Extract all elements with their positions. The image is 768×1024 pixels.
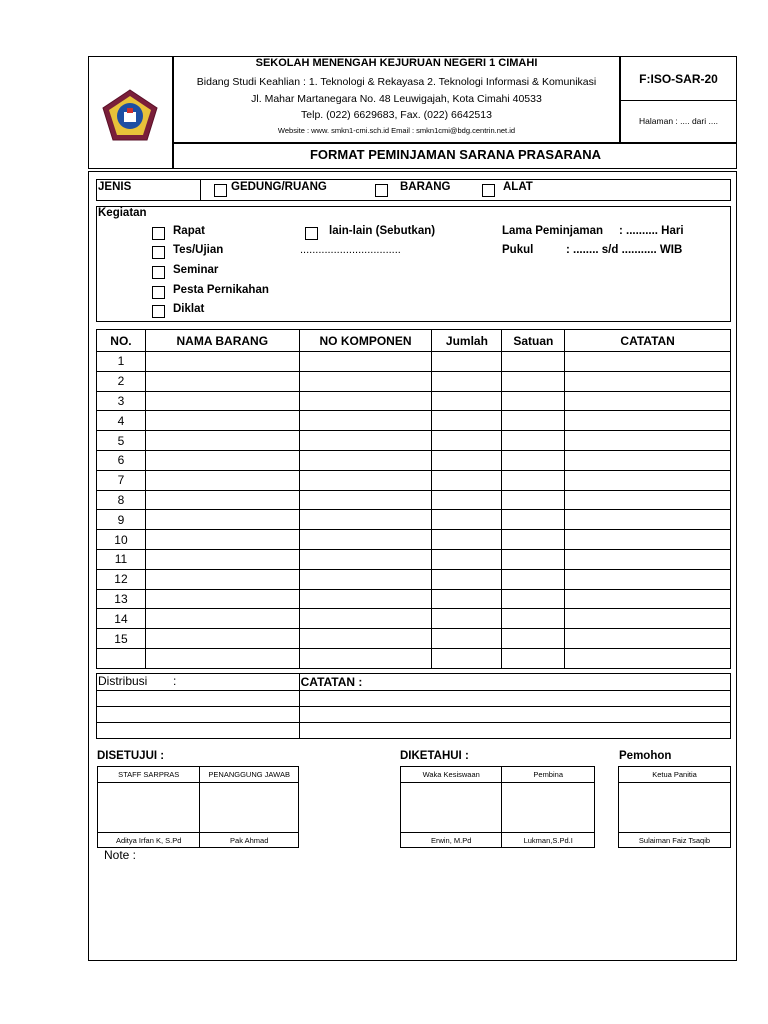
table-cell[interactable] (299, 490, 432, 510)
signer-name: Sulaiman Faiz Tsaqib (619, 833, 731, 848)
pukul-label: Pukul (502, 244, 534, 256)
table-cell[interactable] (565, 569, 731, 589)
col-no: NO. (97, 330, 146, 352)
jenis-divider (200, 179, 201, 201)
table-cell[interactable] (299, 450, 432, 470)
table-cell[interactable] (565, 450, 731, 470)
jenis-option-barang: BARANG (400, 181, 451, 193)
table-cell[interactable] (299, 530, 432, 550)
signature-box[interactable] (98, 783, 200, 833)
form-code: F:ISO-SAR-20 (639, 72, 718, 86)
page-number: Halaman : .... dari .... (639, 116, 718, 126)
col-no-komponen: NO KOMPONEN (299, 330, 432, 352)
school-web: Website : www. smkn1-cmi.sch.id Email : smkn1cmi@bdg.centrin.net.id (277, 126, 516, 135)
signer-name: Pak Ahmad (200, 833, 299, 848)
distribusi-catatan-cell (299, 674, 730, 691)
col-catatan: CATATAN (565, 330, 731, 352)
distribusi-label: Distribusi (98, 674, 148, 688)
school-name: SEKOLAH MENENGAH KEJURUAN NEGERI 1 CIMAHI (255, 57, 538, 69)
table-cell[interactable] (145, 549, 299, 569)
disetujui-label: DISETUJUI : (97, 750, 165, 762)
table-row (97, 629, 731, 649)
table-cell[interactable] (502, 609, 565, 629)
table-row (97, 490, 731, 510)
table-cell[interactable] (145, 609, 299, 629)
row-number: 10 (97, 530, 146, 550)
table-cell[interactable] (299, 549, 432, 569)
table-cell[interactable] (145, 629, 299, 649)
table-cell[interactable] (145, 569, 299, 589)
row-number: 6 (97, 450, 146, 470)
signature-disetujui (97, 766, 299, 848)
row-number: 13 (97, 589, 146, 609)
table-cell[interactable] (299, 510, 432, 530)
signature-box[interactable] (401, 783, 502, 833)
table-cell[interactable] (432, 352, 502, 372)
form-title: FORMAT PEMINJAMAN SARANA PRASARANA (309, 147, 602, 162)
row-number: 9 (97, 510, 146, 530)
row-number (97, 648, 146, 668)
kegiatan-option-tes: Tes/Ujian (173, 244, 224, 256)
table-cell[interactable] (502, 431, 565, 451)
catatan-line[interactable] (299, 723, 730, 739)
table-cell[interactable] (565, 352, 731, 372)
jenis-label: JENIS (98, 181, 132, 193)
role-ketua-panitia: Ketua Panitia (619, 767, 731, 783)
table-cell[interactable] (502, 490, 565, 510)
table-cell[interactable] (299, 648, 432, 668)
table-cell[interactable] (502, 371, 565, 391)
kegiatan-checkbox-lainlain[interactable] (305, 227, 318, 240)
table-cell[interactable] (299, 391, 432, 411)
school-logo (100, 88, 160, 144)
distribusi-table (96, 673, 731, 739)
role-staff-sarpras: STAFF SARPRAS (98, 767, 200, 783)
table-cell[interactable] (432, 490, 502, 510)
table-row (97, 352, 731, 372)
col-nama-barang: NAMA BARANG (145, 330, 299, 352)
table-cell[interactable] (565, 431, 731, 451)
row-number: 11 (97, 549, 146, 569)
table-cell[interactable] (432, 648, 502, 668)
table-cell[interactable] (565, 609, 731, 629)
distribusi-cell (97, 674, 300, 691)
jenis-checkbox-alat[interactable] (482, 184, 495, 197)
kegiatan-label: Kegiatan (98, 207, 147, 219)
table-cell[interactable] (565, 490, 731, 510)
table-row (97, 510, 731, 530)
table-cell[interactable] (145, 371, 299, 391)
table-cell[interactable] (565, 530, 731, 550)
table-cell[interactable] (565, 589, 731, 609)
header-code-divider (619, 100, 737, 101)
row-number: 2 (97, 371, 146, 391)
pukul-value: : ........ s/d ........... WIB (566, 244, 683, 256)
table-cell[interactable] (502, 530, 565, 550)
kegiatan-checkbox-tes[interactable] (152, 246, 165, 259)
table-cell[interactable] (502, 648, 565, 668)
kegiatan-option-pesta: Pesta Pernikahan (173, 284, 269, 296)
kegiatan-checkbox-seminar[interactable] (152, 266, 165, 279)
table-cell[interactable] (145, 391, 299, 411)
table-cell[interactable] (502, 589, 565, 609)
signature-box[interactable] (502, 783, 595, 833)
table-cell[interactable] (502, 411, 565, 431)
table-cell[interactable] (502, 549, 565, 569)
row-number: 5 (97, 431, 146, 451)
table-cell[interactable] (432, 450, 502, 470)
role-penanggung-jawab: PENANGGUNG JAWAB (200, 767, 299, 783)
table-row (97, 470, 731, 490)
kegiatan-checkbox-diklat[interactable] (152, 305, 165, 318)
table-row (97, 549, 731, 569)
table-cell[interactable] (145, 510, 299, 530)
table-cell[interactable] (299, 411, 432, 431)
table-row (97, 569, 731, 589)
table-cell[interactable] (299, 371, 432, 391)
distribusi-catatan-label: CATATAN : (300, 675, 363, 689)
table-cell[interactable] (432, 371, 502, 391)
table-row (97, 391, 731, 411)
row-number: 12 (97, 569, 146, 589)
table-cell[interactable] (299, 470, 432, 490)
table-cell[interactable] (299, 589, 432, 609)
note-label: Note : (104, 848, 137, 862)
table-cell[interactable] (432, 391, 502, 411)
table-cell[interactable] (145, 431, 299, 451)
table-cell[interactable] (299, 609, 432, 629)
role-pembina: Pembina (502, 767, 595, 783)
row-number: 14 (97, 609, 146, 629)
table-cell[interactable] (145, 450, 299, 470)
signature-box[interactable] (200, 783, 299, 833)
kegiatan-option-lainlain: lain-lain (Sebutkan) (329, 225, 436, 237)
table-cell[interactable] (145, 470, 299, 490)
table-row (97, 530, 731, 550)
row-number: 1 (97, 352, 146, 372)
header-divider-horizontal (172, 142, 737, 144)
school-phone: Telp. (022) 6629683, Fax. (022) 6642513 (301, 109, 492, 121)
kegiatan-other-input-line[interactable]: ................................. (300, 244, 401, 256)
table-cell[interactable] (299, 629, 432, 649)
table-cell[interactable] (432, 629, 502, 649)
role-waka-kesiswaan: Waka Kesiswaan (401, 767, 502, 783)
catatan-line[interactable] (299, 691, 730, 707)
distribusi-line[interactable] (97, 723, 300, 739)
table-cell[interactable] (432, 569, 502, 589)
signer-name: Lukman,S.Pd.I (502, 833, 595, 848)
table-cell[interactable] (565, 629, 731, 649)
table-cell[interactable] (502, 352, 565, 372)
table-cell[interactable] (299, 352, 432, 372)
distribusi-colon: : (173, 674, 177, 688)
table-row (97, 589, 731, 609)
row-number: 3 (97, 391, 146, 411)
table-row (97, 609, 731, 629)
kegiatan-option-diklat: Diklat (173, 303, 205, 315)
table-row (97, 450, 731, 470)
table-cell[interactable] (299, 569, 432, 589)
pemohon-label: Pemohon (619, 750, 672, 762)
table-cell[interactable] (565, 510, 731, 530)
table-cell[interactable] (502, 629, 565, 649)
table-cell[interactable] (565, 391, 731, 411)
signature-pemohon (618, 766, 731, 848)
table-cell[interactable] (145, 589, 299, 609)
table-cell[interactable] (432, 589, 502, 609)
table-cell[interactable] (565, 470, 731, 490)
table-cell[interactable] (432, 411, 502, 431)
table-cell[interactable] (299, 431, 432, 451)
signer-name: Erwin, M.Pd (401, 833, 502, 848)
signer-name: Aditya Irfan K, S.Pd (98, 833, 200, 848)
table-cell[interactable] (502, 510, 565, 530)
table-cell[interactable] (432, 470, 502, 490)
table-cell[interactable] (145, 490, 299, 510)
jenis-option-gedung: GEDUNG/RUANG (231, 181, 327, 193)
items-header-row (97, 330, 731, 352)
jenis-checkbox-barang[interactable] (375, 184, 388, 197)
kegiatan-checkbox-rapat[interactable] (152, 227, 165, 240)
lama-value: : .......... Hari (619, 225, 684, 237)
school-fields: Bidang Studi Keahlian : 1. Teknologi & Rekayasa 2. Teknologi Informasi & Komunikasi (196, 76, 597, 88)
col-jumlah: Jumlah (432, 330, 502, 352)
row-number: 7 (97, 470, 146, 490)
catatan-line[interactable] (299, 707, 730, 723)
table-row (97, 411, 731, 431)
table-cell[interactable] (145, 530, 299, 550)
table-cell[interactable] (145, 352, 299, 372)
kegiatan-checkbox-pesta[interactable] (152, 286, 165, 299)
table-row (97, 648, 731, 668)
table-cell[interactable] (432, 510, 502, 530)
lama-label: Lama Peminjaman (502, 225, 603, 237)
items-table (96, 329, 731, 669)
jenis-checkbox-gedung[interactable] (214, 184, 227, 197)
table-cell[interactable] (145, 648, 299, 668)
table-cell[interactable] (502, 391, 565, 411)
table-cell[interactable] (432, 549, 502, 569)
table-cell[interactable] (565, 411, 731, 431)
row-number: 8 (97, 490, 146, 510)
signature-diketahui (400, 766, 595, 848)
row-number: 4 (97, 411, 146, 431)
kegiatan-option-rapat: Rapat (173, 225, 205, 237)
table-row (97, 431, 731, 451)
table-cell[interactable] (432, 431, 502, 451)
table-cell[interactable] (565, 549, 731, 569)
table-cell[interactable] (502, 450, 565, 470)
table-cell[interactable] (502, 569, 565, 589)
row-number: 15 (97, 629, 146, 649)
distribusi-line[interactable] (97, 691, 300, 707)
table-cell[interactable] (565, 371, 731, 391)
diketahui-label: DIKETAHUI : (400, 750, 469, 762)
school-address: Jl. Mahar Martanegara No. 48 Leuwigajah, Kota Cimahi 40533 (251, 93, 542, 105)
kegiatan-option-seminar: Seminar (173, 264, 219, 276)
jenis-option-alat: ALAT (503, 181, 533, 193)
table-cell[interactable] (565, 648, 731, 668)
col-satuan: Satuan (502, 330, 565, 352)
distribusi-line[interactable] (97, 707, 300, 723)
table-cell[interactable] (432, 609, 502, 629)
table-cell[interactable] (432, 530, 502, 550)
table-cell[interactable] (145, 411, 299, 431)
table-row (97, 371, 731, 391)
signature-box[interactable] (619, 783, 731, 833)
table-cell[interactable] (502, 470, 565, 490)
